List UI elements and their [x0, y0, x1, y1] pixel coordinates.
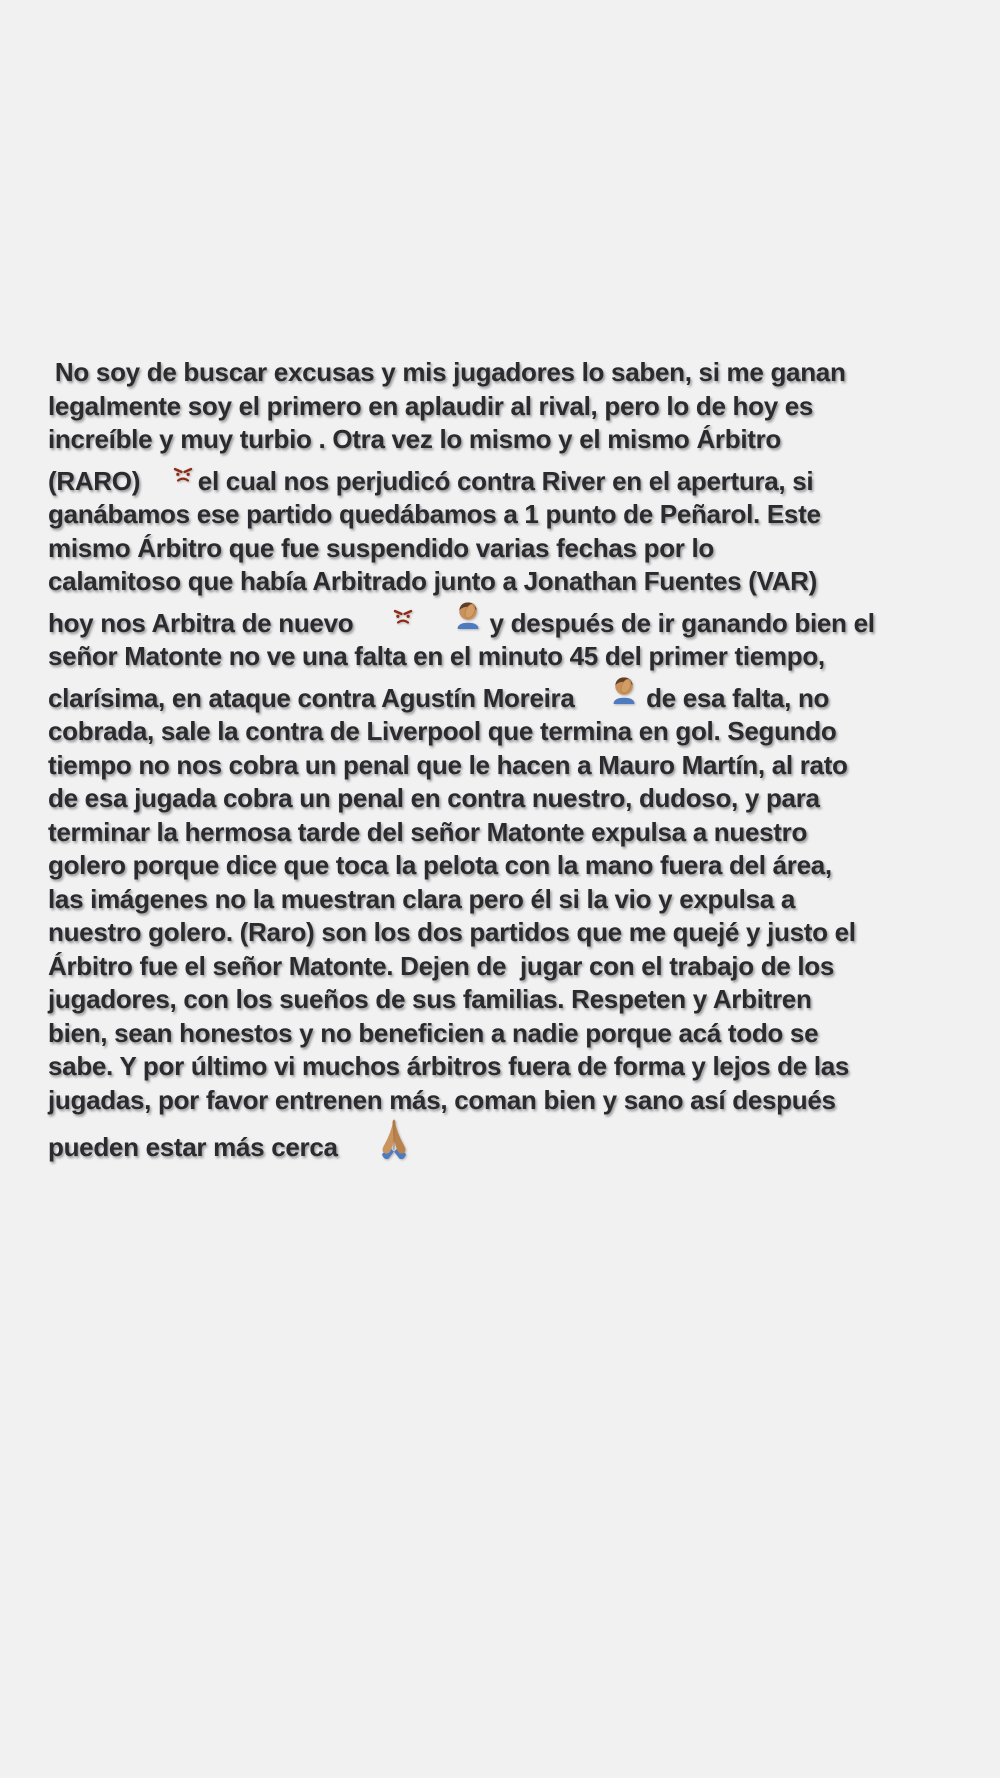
story-text-line	[48, 390, 978, 424]
story-text-segment: No soy de buscar excusas y mis jugadores lo saben, si me ganan	[48, 357, 846, 387]
story-text-segment: (RARO)	[48, 465, 141, 496]
story-text-line	[48, 423, 978, 457]
story-text-segment: y después de ir ganando bien el	[482, 607, 875, 638]
man-facepalming-emoji	[425, 599, 483, 629]
story-text-segment: pueden estar más cerca	[48, 1132, 345, 1162]
story-text-segment: increíble y muy turbio . Otra vez lo mismo y el mismo Árbitro	[48, 424, 781, 454]
story-text-segment: terminar la hermosa tarde del señor Matonte expulsa a nuestro	[48, 816, 808, 847]
story-text-line	[48, 599, 978, 641]
story-text-line	[48, 782, 978, 816]
story-text-segment: hoy nos Arbitra de nuevo	[48, 607, 361, 638]
folded-hands-emoji	[345, 1117, 417, 1161]
story-text-line	[48, 983, 978, 1017]
story-text-segment: legalmente soy el primero en aplaudir al rival, pero lo de hoy es	[48, 390, 814, 421]
enraged-face-emoji	[140, 457, 198, 487]
story-text-line	[48, 640, 978, 674]
man-facepalming-emoji	[581, 674, 639, 704]
story-text-segment: sabe. Y por último vi muchos árbitros fuera de forma y lejos de las	[48, 1051, 850, 1081]
story-text-segment: Árbitro fue el señor Matonte. Dejen de jugar con el trabajo de los	[48, 950, 835, 981]
story-text-line	[48, 457, 978, 499]
story-text-line	[48, 715, 978, 749]
story-text-line	[48, 565, 978, 599]
story-text-segment: de esa jugada cobra un penal en contra nuestro, dudoso, y para	[48, 783, 820, 813]
story-text-segment: jugadores, con los sueños de sus familias. Respeten y Arbitren	[48, 984, 812, 1014]
story-text-line	[48, 916, 978, 950]
story-text-segment: calamitoso que había Arbitrado junto a Jonathan Fuentes (VAR)	[48, 566, 818, 596]
story-text-segment: cobrada, sale la contra de Liverpool que termina en gol. Segundo	[48, 716, 837, 746]
story-text-line	[48, 749, 978, 783]
story-text-segment: bien, sean honestos y no beneficien a nadie porque acá todo se	[48, 1017, 819, 1048]
story-text-line	[48, 816, 978, 850]
story-text-line	[48, 674, 978, 716]
story-text-line	[48, 1117, 978, 1165]
story-text-segment: las imágenes no la muestran clara pero él si la vio y expulsa a	[48, 883, 796, 914]
story-text-line	[48, 849, 978, 883]
story-text-segment: tiempo no nos cobra un penal que le hacen a Mauro Martín, al rato	[48, 749, 848, 780]
story-text-segment: el cual nos perjudicó contra River en el apertura, si	[197, 465, 814, 496]
story-text-segment: golero porque dice que toca la pelota con la mano fuera del área,	[48, 850, 832, 880]
story-text-segment: clarísima, en ataque contra Agustín Moreira	[48, 682, 582, 713]
story-text-segment: jugadas, por favor entrenen más, coman bien y sano así después	[48, 1084, 836, 1115]
story-text-segment: de esa falta, no	[639, 682, 830, 713]
story-text-line	[48, 1050, 978, 1084]
enraged-face-emoji	[360, 599, 418, 629]
story-text-line	[48, 1084, 978, 1118]
story-text-segment: ganábamos ese partido quedábamos a 1 punto de Peñarol. Este	[48, 499, 821, 529]
story-text-line	[48, 532, 978, 566]
story-text-segment: señor Matonte no ve una falta en el minuto 45 del primer tiempo,	[48, 641, 825, 671]
story-text-line	[48, 1017, 978, 1051]
story-text-segment: nuestro golero. (Raro) son los dos partidos que me quejé y justo el	[48, 917, 856, 947]
story-text-line	[48, 883, 978, 917]
story-text-block	[48, 356, 978, 1165]
story-text-line	[48, 498, 978, 532]
story-text-segment: mismo Árbitro que fue suspendido varias fechas por lo	[48, 532, 715, 563]
story-text-line	[48, 356, 978, 390]
story-text-line	[48, 950, 978, 984]
story-text-segment	[418, 608, 425, 638]
